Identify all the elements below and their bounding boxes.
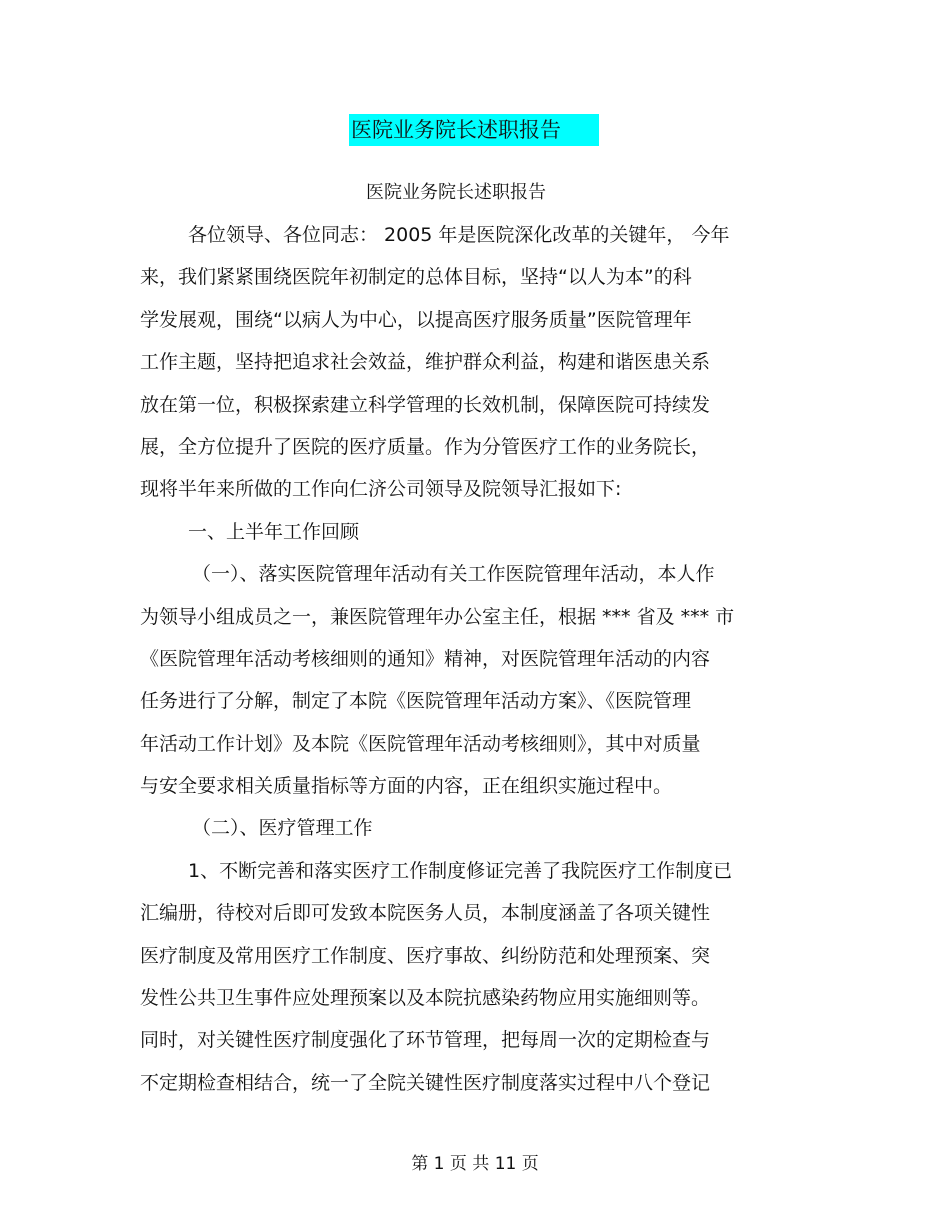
page-footer: 第 1 页 共 11 页 [411, 1154, 539, 1174]
text-line: 医疗制度及常用医疗工作制度、医疗事故、纠纷防范和处理预案、突 [140, 944, 711, 967]
section-heading: （二）、医疗管理工作 [192, 817, 373, 840]
section-heading: 一、上半年工作回顾 [188, 520, 360, 543]
text-line: （一）、落实医院管理年活动有关工作医院管理年活动，本人作 [192, 563, 715, 586]
text-line: 汇编册，待校对后即可发致本院医务人员，本制度涵盖了各项关键性 [140, 902, 711, 925]
text-line: 1、不断完善和落实医疗工作制度修证完善了我院医疗工作制度已 [188, 859, 733, 882]
text-line: 不定期检查相结合，统一了全院关键性医疗制度落实过程中八个登记 [140, 1071, 711, 1094]
document-body [140, 220, 820, 1110]
text-line: 现将半年来所做的工作向仁济公司领导及院领导汇报如下: [140, 478, 622, 501]
text-line: 同时，对关键性医疗制度强化了环节管理，把每周一次的定期检查与 [140, 1029, 711, 1052]
text-line: 放在第一位，积极探索建立科学管理的长效机制，保障医院可持续发 [140, 393, 711, 416]
text-line: 各位领导、各位同志： 2005 年是医院深化改革的关键年， 今年 [188, 224, 730, 246]
document-subtitle: 医院业务院长述职报告 [366, 182, 546, 203]
text-line: 发性公共卫生事件应处理预案以及本院抗感染药物应用实施细则等。 [140, 987, 711, 1010]
text-line: 年活动工作计划》及本院《医院管理年活动考核细则》，其中对质量 [140, 732, 701, 755]
text-line: 任务进行了分解，制定了本院《医院管理年活动方案》、《医院管理 [140, 690, 692, 713]
text-line: 与安全要求相关质量指标等方面的内容，正在组织实施过程中。 [140, 775, 673, 798]
text-line: 来，我们紧紧围绕医院年初制定的总体目标，坚持“以人为本”的科 [140, 266, 692, 289]
text-line: 展，全方位提升了医院的医疗质量。作为分管医疗工作的业务院长， [140, 435, 711, 458]
text-line: 学发展观，围绕“以病人为中心，以提高医疗服务质量”医院管理年 [140, 308, 692, 331]
text-line: 为领导小组成员之一，兼医院管理年办公室主任，根据 *** 省及 *** 市 [140, 605, 735, 628]
text-line: 工作主题，坚持把追求社会效益，维护群众利益，构建和谐医患关系 [140, 351, 711, 374]
text-line: 《医院管理年活动考核细则的通知》精神，对医院管理年活动的内容 [140, 647, 711, 670]
document-title: 医院业务院长述职报告 [351, 118, 561, 142]
